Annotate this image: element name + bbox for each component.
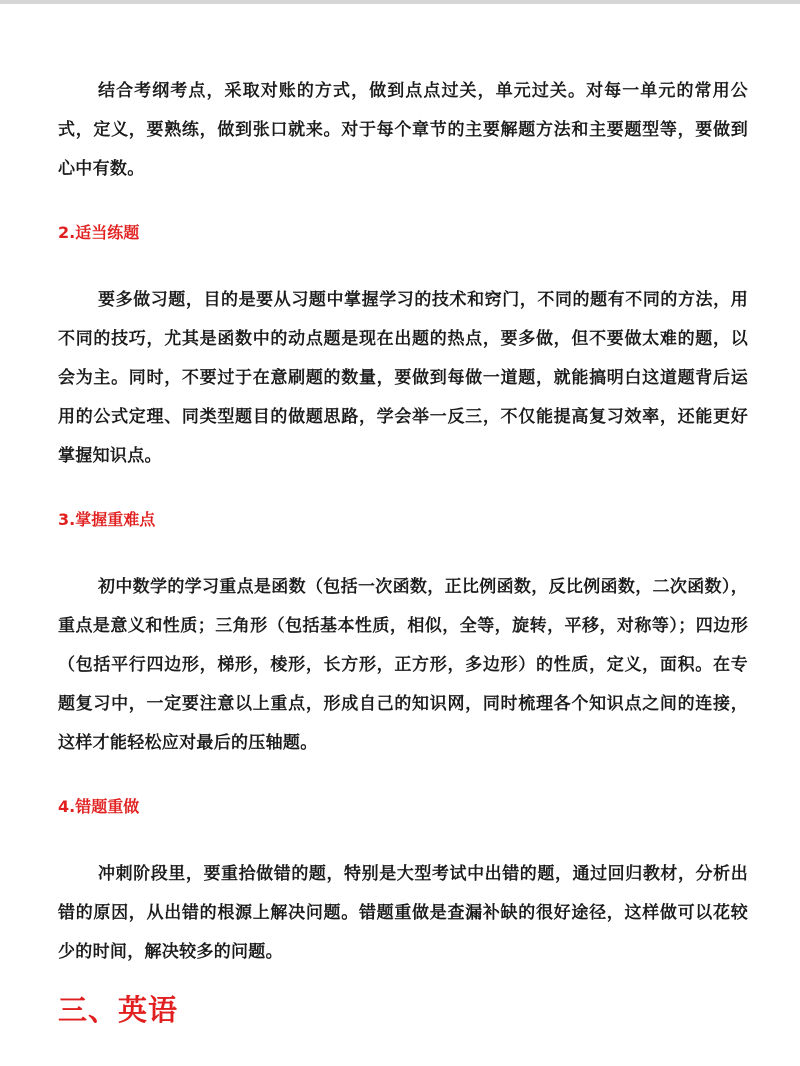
- section-heading-wrong-questions: 4.错题重做: [58, 797, 140, 817]
- intro-paragraph: 结合考纲考点，采取对账的方式，做到点点过关，单元过关。对每一单元的常用公式，定义，要熟练，做到张口就来。对于每个章节的主要解题方法和主要题型等，要做到心中有数。: [58, 81, 748, 179]
- section-paragraph-wrong-questions: 冲刺阶段里，要重拾做错的题，特别是大型考试中出错的题，通过回归教材，分析出错的原因，从出错的根源上解决问题。错题重做是查漏补缺的很好途径，这样做可以花较少的时间，解决较多的问题。: [58, 864, 748, 962]
- section-heading-practice: 2.适当练题: [58, 223, 140, 243]
- section-heading-key-points: 3.掌握重难点: [58, 510, 156, 530]
- section-paragraph-practice: 要多做习题，目的是要从习题中掌握学习的技术和窍门，不同的题有不同的方法，用不同的技巧，尤其是函数中的动点题是现在出题的热点，要多做，但不要做太难的题，以会为主。同时，不要过于在意刷题的数量，要做到每做一道题，就能搞明白这道题背后运用的公式定理、同类型题目的做题思路，学会举一反三，不仅能提高复习效率，还能更好掌握知识点。: [58, 290, 748, 466]
- section-paragraph-key-points: 初中数学的学习重点是函数（包括一次函数，正比例函数，反比例函数，二次函数），重点是意义和性质；三角形（包括基本性质，相似，全等，旋转，平移，对称等）；四边形（包括平行四边形，梯形，棱形，长方形，正方形，多边形）的性质，定义，面积。在专题复习中，一定要注意以上重点，形成自己的知识网，同时梳理各个知识点之间的连接，这样才能轻松应对最后的压轴题。: [58, 577, 748, 753]
- top-divider: [0, 0, 800, 4]
- document-body: [58, 72, 748, 1030]
- chapter-heading-english: 三、英语: [58, 992, 179, 1027]
